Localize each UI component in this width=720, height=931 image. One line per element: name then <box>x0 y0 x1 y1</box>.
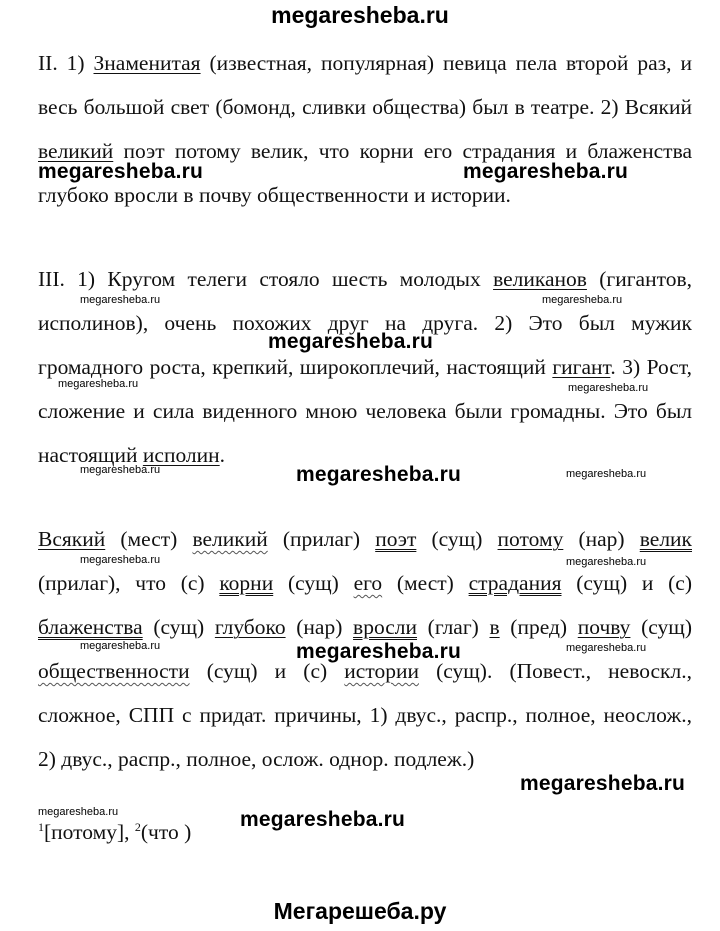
text-span: (сущ). (Повест., невоскл., сложное, СПП с придат. причины, 1) двус., распр., полное, неослож., 2) двус., распр., полное, ослож. однор. подлеж.) <box>38 659 692 771</box>
sentence-scheme <box>38 820 191 845</box>
section-3-text <box>38 257 692 477</box>
watermark: megaresheba.ru <box>80 294 161 306</box>
section-2-text <box>38 41 692 217</box>
watermark: megaresheba.ru <box>80 640 161 652</box>
text-span: (прилаг), что (с) <box>38 571 220 595</box>
watermark: megaresheba.ru <box>542 294 623 306</box>
analysis-word: в <box>489 615 500 639</box>
text-span: (нар) <box>285 615 354 639</box>
text-span: (сущ) <box>630 615 692 639</box>
text-span: (мест) <box>382 571 469 595</box>
underlined-word: великий <box>38 139 114 163</box>
text-span: (сущ) и (с) <box>561 571 692 595</box>
analysis-word: потому <box>497 527 564 551</box>
analysis-word: почву <box>577 615 631 639</box>
underlined-word: исполин <box>142 443 220 467</box>
watermark: megaresheba.ru <box>268 330 434 353</box>
watermark: megaresheba.ru <box>463 160 629 183</box>
scheme-index: 2 <box>134 820 141 834</box>
underlined-word: великанов <box>493 267 587 291</box>
text-span: поэт потому велик, что корни его страдания и блаженства глубоко вросли в почву общественности и истории. <box>38 139 692 207</box>
text-span: II. 1) <box>38 51 94 75</box>
underlined-word: Знаменитая <box>93 51 201 75</box>
text-span: (сущ) <box>273 571 354 595</box>
analysis-word: общественности <box>38 659 190 683</box>
text-span: . 3) Рост, сложение и сила виденного мною человека были громадны. Это был настоящий <box>38 355 692 467</box>
watermark: megaresheba.ru <box>296 463 462 486</box>
text-span: III. 1) Кругом телеги стояло шесть молодых <box>38 267 494 291</box>
watermark: megaresheba.ru <box>80 464 161 476</box>
watermark: megaresheba.ru <box>296 640 462 663</box>
watermark: megaresheba.ru <box>566 556 647 568</box>
watermark: megaresheba.ru <box>38 806 119 818</box>
watermark: megaresheba.ru <box>58 378 139 390</box>
watermark: megaresheba.ru <box>520 772 686 795</box>
text-span: (нар) <box>563 527 640 551</box>
footer-brand: Мегарешеба.ру <box>273 898 447 924</box>
scheme-part: [потому], <box>44 820 135 845</box>
scheme-part: (что ) <box>140 820 192 845</box>
analysis-word: корни <box>219 571 274 595</box>
text-span: (сущ) и (с) <box>189 659 345 683</box>
analysis-word: вросли <box>353 615 418 639</box>
header-watermark: megaresheba.ru <box>271 2 449 28</box>
text-span: (прилаг) <box>267 527 376 551</box>
underlined-word: гигант <box>552 355 611 379</box>
analysis-word: его <box>353 571 383 595</box>
text-span: (мест) <box>105 527 193 551</box>
analysis-word: истории <box>344 659 419 683</box>
text-span: (пред) <box>499 615 578 639</box>
scheme-index: 1 <box>38 820 44 834</box>
text-span: (сущ) <box>416 527 498 551</box>
analysis-word: блаженства <box>38 615 143 639</box>
text-span: (глаг) <box>417 615 490 639</box>
text-span: (гигантов, исполинов), очень похожих друг на друга. 2) Это был мужик громадного роста, крепкий, широкоплечий, настоящий <box>38 267 692 379</box>
text-span: (сущ) <box>142 615 215 639</box>
watermark: megaresheba.ru <box>80 554 161 566</box>
watermark: megaresheba.ru <box>566 642 647 654</box>
watermark: megaresheba.ru <box>240 808 406 831</box>
text-span: . <box>219 443 226 467</box>
watermark: megaresheba.ru <box>38 160 204 183</box>
text-span: (известная, популярная) певица пела второй раз, и весь большой свет (бомонд, сливки общества) был в театре. 2) Всякий <box>38 51 692 119</box>
analysis-word: великий <box>192 527 268 551</box>
analysis-word: страдания <box>468 571 562 595</box>
analysis-word: Всякий <box>38 527 106 551</box>
analysis-word: поэт <box>375 527 417 551</box>
analysis-word: велик <box>639 527 692 551</box>
analysis-word: глубоко <box>214 615 286 639</box>
watermark: megaresheba.ru <box>566 468 647 480</box>
watermark: megaresheba.ru <box>568 382 649 394</box>
